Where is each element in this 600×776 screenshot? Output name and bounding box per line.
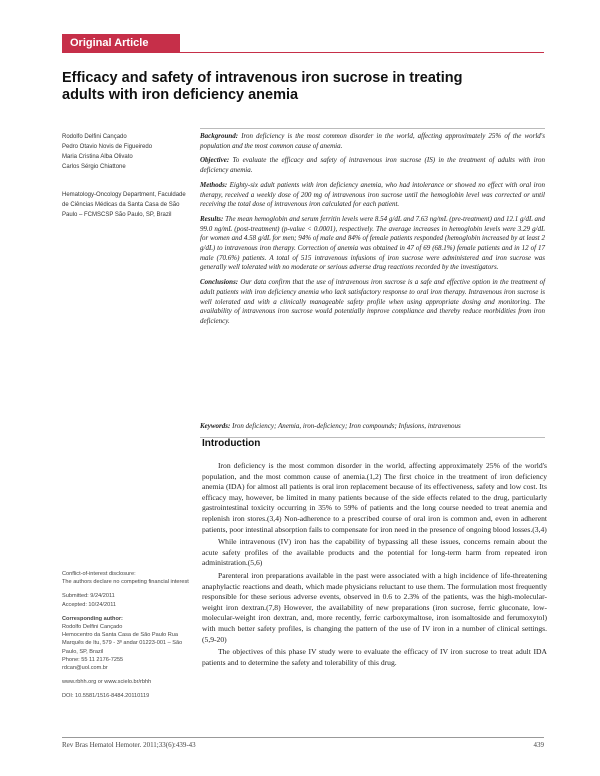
author-column: [62, 132, 194, 220]
abstract-results-label: Results:: [200, 214, 224, 223]
page-number: 439: [533, 741, 544, 749]
corresponding-heading: Corresponding author:: [62, 615, 123, 622]
corresponding-email[interactable]: rdcan@uol.com.br: [62, 665, 108, 672]
intro-paragraph-3: Parenteral iron preparations available in the past were associated with a high incidence of life-threatening anaphylactic reactions and death, which made physicians reluctant to use them. The formulation most frequently responsible for these serious adverse events, observed in 0.6 to 2.3% of the patients, was the high-molecular-weight iron dextran.(7,8) However, the availability of new preparations (iron sucrose, ferric gluconate, low-molecular-weight iron dextran, and, more recently, ferric carboxymaltose, iron isomaltoside and ferumoxytol) with much better safety profiles, is changing the pattern of the use of IV iron in a number of clinical settings.(5,9-20): [202, 570, 547, 644]
conflict-heading: Conflict-of-interest disclosure:: [62, 571, 136, 577]
author-3: Maria Cristina Alba Olivato: [62, 154, 133, 160]
footer-rule: [62, 737, 544, 738]
intro-paragraph-1: Iron deficiency is the most common disorder in the world, affecting approximately 25% of the world's population, and the most common cause of anemia.(1,2) The first choice in the treatment of iron deficiency anemia (IDA) for almost all patients is oral iron replacement because of its effectiveness, safety and low cost. Its efficacy may, however, be limited in many patients because of the side effects related to the drug, particularly gastrointestinal toxicity occurring in 35% to 59% of patients and the long course needed to treat anemia and replenish iron stores.(3,4) Non-adherence to a prescribed course of oral iron is common and, even in adherent patients, poor intestinal absorption fails to compensate for iron need in the presence of ongoing blood losses.(3,4): [202, 461, 547, 534]
author-4: Carlos Sérgio Chiattone: [62, 164, 126, 170]
abstract-methods-label: Methods:: [200, 180, 228, 189]
conflict-disclosure: [62, 570, 192, 586]
author-2: Pedro Otavio Novis de Figueiredo: [62, 144, 153, 150]
article-title: Efficacy and safety of intravenous iron sucrose in treating adults with iron deficiency anemia: [62, 70, 463, 103]
conflict-text: The authors declare no competing financial interest: [62, 579, 189, 586]
intro-paragraph-2: While intravenous (IV) iron has the capability of bypassing all these issues, concerns remain about the acute safety profiles of the available products and the potential for long-term harm from repeated iron administration.(5,6): [202, 537, 547, 568]
corresponding-name: Rodolfo Delfini Cançado: [62, 624, 123, 631]
journal-citation: Rev Bras Hematol Hemoter. 2011;33(6):439-43: [62, 741, 196, 749]
affiliation: Hematology-Oncology Department, Faculdade de Ciências Médicas da Santa Casa de São Paulo – FCMSCSP São Paulo, SP, Brazil: [62, 192, 186, 218]
abstract-keywords-text: Iron deficiency; Anemia, iron-deficiency; Iron compounds; Infusions, intravenous: [232, 422, 461, 430]
abstract-conclusions: [200, 278, 545, 327]
author-1: Rodolfo Delfini Cançado: [62, 134, 127, 140]
introduction-body: [202, 461, 547, 670]
abstract-keywords: [200, 422, 461, 432]
dates: [62, 592, 192, 608]
corresponding-phone: Phone: 55 11 2176-7255: [62, 656, 124, 663]
abstract-background-label: Background:: [200, 132, 239, 140]
introduction-heading: Introduction: [202, 438, 261, 449]
abstract-results: [200, 215, 545, 273]
abstract-objective-text: To evaluate the efficacy and safety of intravenous iron sucrose (IS) in the treatment of adults with iron deficiency anemia.: [200, 156, 546, 175]
intro-paragraph-4: The objectives of this phase IV study were to evaluate the efficacy of IV iron sucrose to treat adult IDA patients and to determine the safety and tolerability of this drug.: [202, 647, 547, 667]
doi: DOI: 10.5581/1516-8484.20110119: [62, 693, 150, 700]
abstract-methods-text: Eighty-six adult patients with iron deficiency anemia, who had intolerance or showed no effect with oral iron therapy, received a weekly dose of 200 mg of intravenous iron sucrose until the hemoglobin level was corrected or until receiving the total dose of intravenous iron calculated for each patient.: [200, 180, 545, 209]
abstract-methods: [200, 181, 545, 210]
section-label: Original Article: [62, 34, 180, 52]
abstract-objective: [200, 156, 545, 175]
abstract: [200, 128, 545, 438]
journal-links[interactable]: www.rbhh.org or www.scielo.br/rbhh: [62, 679, 152, 686]
abstract-conclusions-label: Conclusions:: [200, 278, 239, 287]
abstract-conclusions-text: Our data confirm that the use of intravenous iron sucrose is a safe and effective option in the treatment of adult patients with iron deficiency anemia who lack satisfactory response to oral iron therapy. Intravenous iron sucrose is well tolerated and with a clinically manageable safety profile when using appropriate dosing and monitoring. The availability of intravenous iron sucrose would potentially improve compliance and thereby reduce morbidities from iron deficiency.: [200, 278, 546, 325]
corresponding-author: [62, 615, 192, 672]
accepted-date: Accepted: 10/24/2011: [62, 601, 117, 608]
abstract-background: [200, 132, 545, 151]
abstract-results-text: The mean hemoglobin and serum ferritin levels were 8.54 g/dL and 7.63 ng/mL (pre-treatment) and 12.1 g/dL and 99.0 ng/mL (post-treatment) (p-value < 0.0001), respectively. The average increases in hemoglobin levels were 3.29 g/dL for women and 4.58 g/dL for men; 94% of male and 84% of female patients responded (hemoglobin increased by at least 2 g/dL) to intravenous iron therapy. Correction of anemia was obtained in 47 of 69 (68.1%) female patients and in 12 of 17 male (70.6%) patients. A total of 515 intravenous infusions of iron sucrose were administered and iron sucrose was generally well tolerated with no moderate or serious adverse drug reactions recorded by the investigators.: [200, 214, 546, 272]
submitted-date: Submitted: 9/24/2011: [62, 593, 115, 600]
header-rule: [62, 52, 544, 53]
abstract-objective-label: Objective:: [200, 156, 230, 165]
corresponding-address: Hemocentro da Santa Casa de São Paulo Rua Marquês de Itu, 579 - 3º andar 01223-001 – São Paulo, SP, Brazil: [62, 632, 183, 655]
abstract-background-text: Iron deficiency is the most common disorder in the world, affecting approximately 25% of the world's population and the most common cause of anemia.: [200, 132, 545, 150]
abstract-keywords-label: Keywords:: [200, 422, 231, 430]
side-notes: [62, 570, 192, 707]
